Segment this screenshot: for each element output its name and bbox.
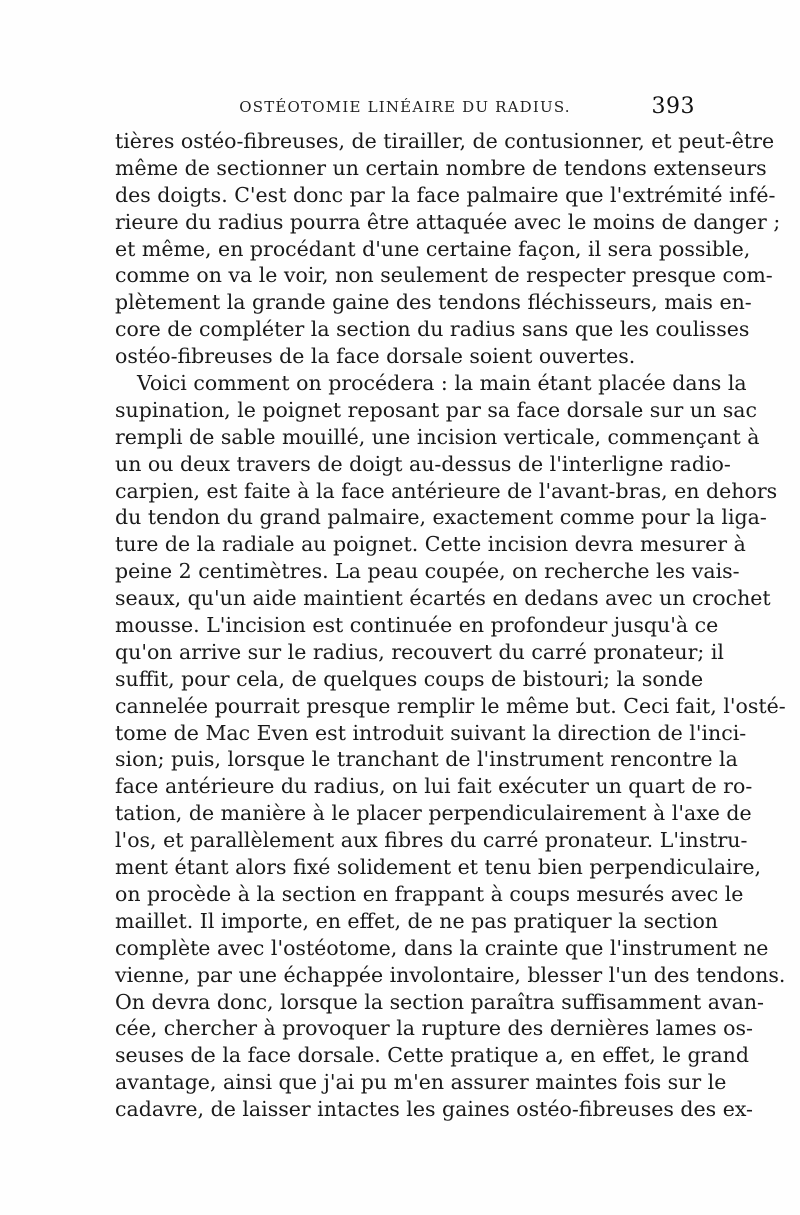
text-line: seaux, qu'un aide maintient écartés en dedans avec un crochet xyxy=(115,586,771,611)
text-line: du tendon du grand palmaire, exactement comme pour la liga- xyxy=(115,505,767,530)
text-line: avantage, ainsi que j'ai pu m'en assurer maintes fois sur le xyxy=(115,1070,727,1095)
running-title: OSTÉOTOMIE LINÉAIRE DU RADIUS. xyxy=(239,98,571,116)
text-line: vienne, par une échappée involontaire, blesser l'un des tendons. xyxy=(115,962,786,987)
running-head xyxy=(115,94,695,124)
text-line: rempli de sable mouillé, une incision verticale, commençant à xyxy=(115,424,760,449)
text-line: cée, chercher à provoquer la rupture des dernières lames os- xyxy=(115,1016,753,1041)
text-line: et même, en procédant d'une certaine façon, il sera possible, xyxy=(115,236,751,261)
text-line: sion; puis, lorsque le tranchant de l'instrument rencontre la xyxy=(115,747,738,772)
text-line: ment étant alors fixé solidement et tenu bien perpendiculaire, xyxy=(115,855,762,880)
text-line: peine 2 centimètres. La peau coupée, on recherche les vais- xyxy=(115,559,740,584)
text-line: l'os, et parallèlement aux fibres du carré pronateur. L'instru- xyxy=(115,828,748,853)
body-text xyxy=(115,128,786,1123)
text-line: même de sectionner un certain nombre de tendons extenseurs xyxy=(115,155,767,180)
text-line: tières ostéo-fibreuses, de tirailler, de contusionner, et peut-être xyxy=(115,129,775,153)
text-line: complète avec l'ostéotome, dans la crainte que l'instrument ne xyxy=(115,935,769,960)
text-line: des doigts. C'est donc par la face palmaire que l'extrémité infé- xyxy=(115,182,776,207)
text-line: seuses de la face dorsale. Cette pratique a, en effet, le grand xyxy=(115,1043,750,1068)
text-line: supination, le poignet reposant par sa face dorsale sur un sac xyxy=(115,397,757,422)
paragraph-1 xyxy=(115,128,781,370)
text-line: On devra donc, lorsque la section paraîtra suffisamment avan- xyxy=(115,989,764,1014)
text-line: tation, de manière à le placer perpendiculairement à l'axe de xyxy=(115,801,752,826)
text-line: cadavre, de laisser intactes les gaines ostéo-fibreuses des ex- xyxy=(115,1097,753,1122)
text-line: plètement la grande gaine des tendons fléchisseurs, mais en- xyxy=(115,290,752,315)
text-line: rieure du radius pourra être attaquée avec le moins de danger ; xyxy=(115,209,781,234)
text-line: qu'on arrive sur le radius, recouvert du carré pronateur; il xyxy=(115,639,724,664)
text-line: carpien, est faite à la face antérieure de l'avant-bras, en dehors xyxy=(115,478,778,503)
text-line: on procède à la section en frappant à coups mesurés avec le xyxy=(115,881,744,906)
page-number: 393 xyxy=(651,94,695,119)
text-line: Voici comment on procédera : la main étant placée dans la xyxy=(137,371,747,396)
text-line: mousse. L'incision est continuée en profondeur jusqu'à ce xyxy=(115,613,719,638)
text-line: comme on va le voir, non seulement de respecter presque com- xyxy=(115,263,773,288)
text-line: un ou deux travers de doigt au-dessus de l'interligne radio- xyxy=(115,451,731,476)
text-line: face antérieure du radius, on lui fait exécuter un quart de ro- xyxy=(115,774,753,799)
text-line: cannelée pourrait presque remplir le même but. Ceci fait, l'osté- xyxy=(115,693,786,718)
text-line: core de compléter la section du radius sans que les coulisses xyxy=(115,317,750,342)
text-line: maillet. Il importe, en effet, de ne pas pratiquer la section xyxy=(115,908,718,933)
text-line: ture de la radiale au poignet. Cette incision devra mesurer à xyxy=(115,532,746,557)
text-line: tome de Mac Even est introduit suivant la direction de l'inci- xyxy=(115,720,747,745)
text-line: ostéo-fibreuses de la face dorsale soient ouvertes. xyxy=(115,344,636,369)
paragraph-2 xyxy=(115,370,786,1123)
text-line: suffit, pour cela, de quelques coups de bistouri; la sonde xyxy=(115,666,704,691)
